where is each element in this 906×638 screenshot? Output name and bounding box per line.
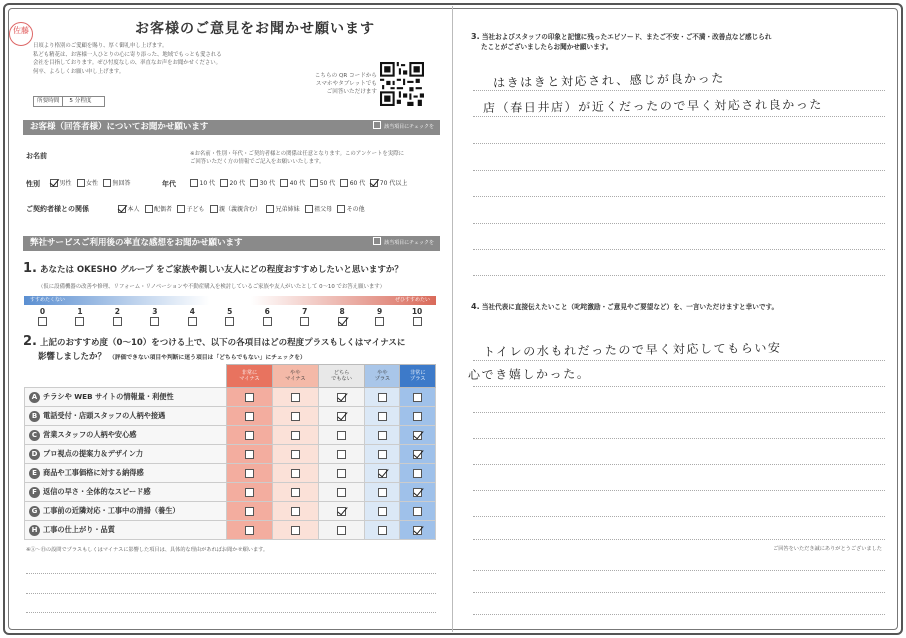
- option-label: 30 代: [259, 180, 276, 187]
- rating-cell[interactable]: [272, 521, 318, 540]
- rating-cell[interactable]: [227, 483, 273, 502]
- checkbox[interactable]: [413, 317, 422, 326]
- gender-label: 性別: [26, 180, 40, 188]
- checkbox[interactable]: [337, 526, 346, 535]
- scale-option-label: 7: [302, 307, 308, 316]
- rating-cell[interactable]: [227, 502, 273, 521]
- rating-item: [25, 407, 227, 426]
- scale-option-label: 10: [411, 307, 423, 316]
- rating-cell[interactable]: [400, 483, 436, 502]
- checkbox[interactable]: [145, 205, 153, 213]
- option-label: 女性: [86, 180, 99, 187]
- relation-option-spouse[interactable]: [145, 204, 173, 213]
- option-label: 10 代: [199, 180, 216, 187]
- scale-option-8[interactable]: [324, 307, 361, 326]
- option-label: 50 代: [319, 180, 336, 187]
- answer-line[interactable]: [473, 539, 885, 540]
- recommend-scale-bar: [24, 296, 436, 305]
- checkbox[interactable]: [103, 179, 111, 187]
- time-required-label: 所要時間: [34, 97, 63, 106]
- col-label: やや: [290, 369, 301, 376]
- scale-option-4[interactable]: [174, 307, 211, 326]
- checkbox[interactable]: [337, 469, 346, 478]
- rating-cell[interactable]: [365, 502, 400, 521]
- relation-label: ご契約者様との関係: [26, 205, 89, 213]
- checkbox[interactable]: [337, 205, 345, 213]
- q2-number: 2.: [23, 334, 37, 349]
- rating-table-header: [25, 365, 436, 388]
- rating-cell[interactable]: [365, 464, 400, 483]
- name-note: [190, 150, 435, 166]
- rating-cell[interactable]: [400, 407, 436, 426]
- answer-line[interactable]: [473, 516, 885, 517]
- answer-line[interactable]: [473, 438, 885, 439]
- section-title: お客様（回答者様）についてお聞かせ願います: [30, 122, 209, 132]
- scale-option-label: 2: [114, 307, 121, 316]
- rating-item: [25, 483, 227, 502]
- q4-heading: [471, 302, 886, 312]
- rating-row-f: [25, 483, 436, 502]
- option-label: 40 代: [289, 180, 306, 187]
- name-seal-stamp: 佐藤: [9, 22, 33, 46]
- checkbox[interactable]: [413, 450, 422, 459]
- scale-option-5[interactable]: [211, 307, 248, 326]
- checkbox[interactable]: [413, 412, 422, 421]
- qr-code-icon[interactable]: [380, 62, 424, 106]
- item-letter-badge: G: [29, 506, 40, 517]
- checkbox[interactable]: [291, 450, 300, 459]
- col-very-positive: [400, 365, 436, 388]
- rating-cell[interactable]: [318, 483, 365, 502]
- item-label: 電話受付・店頭スタッフの人柄や接遇: [43, 410, 166, 420]
- rating-cell[interactable]: [272, 483, 318, 502]
- checkbox[interactable]: [50, 179, 58, 187]
- checkbox[interactable]: [378, 393, 387, 402]
- q2-text: 上記のおすすめ度（0〜10）をつける上で、以下の各項目はどの程度プラスもしくはマイナスに: [39, 338, 406, 348]
- checkbox[interactable]: [310, 179, 318, 187]
- intro-line: 会社を目指しております。ぜひ忖度なしの、率直なお声をお聞かせください。: [33, 60, 222, 67]
- age-option-30s[interactable]: [250, 178, 275, 187]
- rating-cell[interactable]: [227, 407, 273, 426]
- relation-option-parent[interactable]: [210, 204, 262, 213]
- checkbox[interactable]: [300, 317, 309, 326]
- qr-caption: [297, 72, 377, 96]
- q1-text: あなたは OKESHO グループ をご家族や親しい友人にどの程度おすすめしたいと思いますか？: [39, 265, 403, 275]
- age-option-40s[interactable]: [280, 178, 305, 187]
- time-required-box: [33, 96, 105, 107]
- checkbox[interactable]: [220, 179, 228, 187]
- rating-cell[interactable]: [365, 521, 400, 540]
- reason-line[interactable]: [26, 612, 436, 613]
- col-slightly-negative: [272, 365, 318, 388]
- rating-cell[interactable]: [227, 426, 273, 445]
- rating-cell[interactable]: [318, 407, 365, 426]
- q4-handwritten-answer-line: 心でき嬉しかった。: [467, 366, 591, 382]
- scale-option-label: 3: [152, 307, 158, 316]
- item-letter-badge: C: [29, 430, 40, 441]
- intro-line: 何卒、よろしくお願い申し上げます。: [33, 68, 125, 75]
- relation-option-child[interactable]: [177, 204, 205, 213]
- option-label: 20 代: [229, 180, 246, 187]
- answer-line[interactable]: [473, 170, 885, 171]
- rating-cell[interactable]: [272, 445, 318, 464]
- rating-cell[interactable]: [318, 445, 365, 464]
- scale-option-label: 0: [39, 307, 46, 316]
- rating-item: [25, 445, 227, 464]
- col-label: 非常に: [409, 369, 426, 376]
- q3-number: 3.: [471, 32, 480, 41]
- answer-line[interactable]: [473, 490, 885, 491]
- scale-option-label: 4: [189, 307, 195, 316]
- checkbox[interactable]: [337, 431, 346, 440]
- q3-line1: [471, 32, 886, 42]
- rating-cell[interactable]: [272, 464, 318, 483]
- checkbox[interactable]: [378, 488, 387, 497]
- rating-cell[interactable]: [365, 483, 400, 502]
- rating-row-a: [25, 388, 436, 407]
- age-option-10s[interactable]: [190, 178, 215, 187]
- time-required-value: 5 分程度: [69, 98, 92, 104]
- rating-cell[interactable]: [365, 426, 400, 445]
- q2-note: （評価できない項目や判断に迷う項目は「どちらでもない」にチェックを）: [108, 355, 306, 361]
- q2-text-line2: 影響しましたか？: [38, 352, 107, 362]
- q4-handwritten-answer-line: トイレの水もれだったので早く対応してもらい安: [482, 340, 782, 359]
- q2-foot-note: ※Ⓐ〜Ⓗの設問でプラスもしくはマイナスに影響した項目は、具体的な理由があればお聞かせ願います。: [26, 547, 269, 553]
- scale-option-6[interactable]: [249, 307, 286, 326]
- option-label: 70 代以上: [379, 180, 408, 187]
- rating-cell[interactable]: [365, 407, 400, 426]
- rating-cell[interactable]: [400, 464, 436, 483]
- rating-item: [25, 464, 227, 483]
- rating-row-g: [25, 502, 436, 521]
- checkbox[interactable]: [413, 507, 422, 516]
- col-label: プラス: [374, 376, 391, 382]
- checkbox[interactable]: [370, 179, 378, 187]
- checkbox[interactable]: [188, 317, 197, 326]
- rating-table: [24, 364, 436, 540]
- scale-option-3[interactable]: [136, 307, 173, 326]
- name-note-line: ご回答いただく方の情報でご記入をお願いいたします。: [190, 159, 325, 165]
- checkbox[interactable]: [337, 393, 346, 402]
- answer-line[interactable]: [473, 90, 885, 91]
- rating-cell[interactable]: [318, 426, 365, 445]
- rating-item: [25, 426, 227, 445]
- checkbox[interactable]: [150, 317, 159, 326]
- checkbox[interactable]: [340, 179, 348, 187]
- checkbox[interactable]: [291, 393, 300, 402]
- age-option-50s[interactable]: [310, 178, 335, 187]
- age-option-70s-plus[interactable]: [370, 178, 407, 187]
- rating-cell[interactable]: [227, 445, 273, 464]
- answer-line[interactable]: [473, 592, 885, 593]
- item-label: 工事の仕上がり・品質: [43, 524, 115, 534]
- scale-option-10[interactable]: [399, 307, 436, 326]
- rating-row-b: [25, 407, 436, 426]
- option-label: 無回答: [112, 180, 131, 187]
- col-label: どちら: [333, 369, 350, 376]
- scale-option-label: 8: [339, 307, 345, 316]
- item-letter-badge: B: [29, 411, 40, 422]
- q3-handwritten-answer-line: はきはきと対応され、感じが良かった: [492, 71, 726, 90]
- rating-cell[interactable]: [227, 521, 273, 540]
- checkbox[interactable]: [245, 431, 254, 440]
- item-letter-badge: D: [29, 449, 40, 460]
- scale-option-0[interactable]: [24, 307, 61, 326]
- checkbox[interactable]: [210, 205, 218, 213]
- scale-option-1[interactable]: [61, 307, 98, 326]
- checkbox[interactable]: [413, 488, 422, 497]
- checkbox[interactable]: [113, 317, 122, 326]
- checkbox[interactable]: [280, 179, 288, 187]
- checkbox[interactable]: [291, 488, 300, 497]
- option-label: 60 代: [349, 180, 366, 187]
- checkbox[interactable]: [77, 179, 85, 187]
- qr-caption-line: ご回答いただけます: [326, 89, 377, 95]
- checkbox[interactable]: [378, 507, 387, 516]
- scale-option-label: 6: [264, 307, 270, 316]
- answer-line[interactable]: [473, 275, 885, 276]
- checkbox[interactable]: [378, 431, 387, 440]
- scale-option-label: 9: [376, 307, 383, 316]
- checkbox[interactable]: [413, 393, 422, 402]
- checkbox[interactable]: [250, 179, 258, 187]
- scale-right-label: ぜひすすめたい: [394, 297, 430, 303]
- rating-cell[interactable]: [400, 426, 436, 445]
- rating-cell[interactable]: [272, 426, 318, 445]
- scale-option-9[interactable]: [361, 307, 398, 326]
- relation-option-other[interactable]: [337, 204, 365, 213]
- q3-text: 当社およびスタッフの印象と記憶に残ったエピソード、またご不安・ご不満・改善点など感じられ: [481, 33, 772, 41]
- q1-subtext: （仮に設備機器の改善や修理、リフォーム・リノベーションや不動産購入を検討しているご家族や友人がいたとして 0〜10 でお答え願います）: [38, 284, 386, 290]
- checkbox[interactable]: [378, 526, 387, 535]
- survey-title: お客様のご意見をお聞かせ願います: [135, 21, 375, 37]
- checkbox[interactable]: [263, 317, 272, 326]
- answer-line[interactable]: [473, 223, 885, 224]
- rating-cell[interactable]: [400, 521, 436, 540]
- rating-row-d: [25, 445, 436, 464]
- page-fold-line: [452, 6, 453, 632]
- item-label: チラシや WEB サイトの情報量・利便性: [43, 391, 174, 401]
- checkbox[interactable]: [245, 488, 254, 497]
- option-label: 兄弟姉妹: [275, 206, 300, 213]
- rating-cell[interactable]: [227, 464, 273, 483]
- relation-option-self[interactable]: [118, 204, 140, 213]
- q4-text: 当社代表に直接伝えたいこと（叱咤激励・ご意見やご要望など）を、一言いただけますと幸いです。: [481, 303, 779, 311]
- rating-cell[interactable]: [272, 502, 318, 521]
- answer-line[interactable]: [473, 360, 885, 361]
- rating-row-h: [25, 521, 436, 540]
- answer-line[interactable]: [473, 196, 885, 197]
- checkbox[interactable]: [337, 412, 346, 421]
- section-check-note: 該当項目にチェックを: [373, 120, 434, 135]
- checkbox[interactable]: [291, 507, 300, 516]
- rating-row-e: [25, 464, 436, 483]
- checkbox[interactable]: [413, 526, 422, 535]
- rating-cell[interactable]: [272, 388, 318, 407]
- checkbox[interactable]: [291, 412, 300, 421]
- name-label: お名前: [26, 152, 47, 160]
- checkbox[interactable]: [375, 317, 384, 326]
- gender-options: [50, 178, 136, 187]
- rating-item: [25, 388, 227, 407]
- section-check-note: 該当項目にチェックを: [373, 236, 434, 251]
- rating-cell[interactable]: [227, 388, 273, 407]
- section-feedback-header: [23, 236, 440, 251]
- checkbox[interactable]: [378, 469, 387, 478]
- q3-line2: たことがございましたらお聞かせ願います。: [481, 43, 613, 51]
- col-label: 非常に: [241, 369, 258, 376]
- gender-option-female[interactable]: [77, 178, 99, 187]
- rating-cell[interactable]: [318, 464, 365, 483]
- col-label: プラス: [410, 376, 426, 382]
- age-option-60s[interactable]: [340, 178, 365, 187]
- checkbox[interactable]: [378, 450, 387, 459]
- intro-text: [33, 42, 288, 76]
- qr-caption-line: スマホやタブレットでも: [315, 81, 377, 87]
- scale-option-7[interactable]: [286, 307, 323, 326]
- gender-option-no-answer[interactable]: [103, 178, 131, 187]
- checkbox[interactable]: [190, 179, 198, 187]
- intro-line: 日頃より格別のご愛顧を賜り、厚く御礼申し上げます。: [33, 43, 168, 49]
- answer-line[interactable]: [473, 143, 885, 144]
- checkbox[interactable]: [225, 317, 234, 326]
- answer-line[interactable]: [473, 386, 885, 387]
- q3-heading: [471, 32, 886, 52]
- qr-caption-line: こちらの QR コードから: [314, 73, 377, 79]
- col-neutral: [318, 365, 365, 388]
- answer-line[interactable]: [473, 570, 885, 571]
- col-slightly-positive: [365, 365, 400, 388]
- item-label: 工事前の近隣対応・工事中の清掃（養生）: [43, 505, 180, 515]
- checkbox[interactable]: [337, 507, 346, 516]
- rating-cell[interactable]: [365, 388, 400, 407]
- answer-line[interactable]: [473, 249, 885, 250]
- section-title: 弊社サービスご利用後の率直な感想をお聞かせ願います: [30, 238, 243, 248]
- checkbox[interactable]: [245, 526, 254, 535]
- recommend-scale: [24, 307, 436, 329]
- scale-option-label: 1: [77, 307, 83, 316]
- checkbox[interactable]: [245, 469, 254, 478]
- rating-cell[interactable]: [400, 445, 436, 464]
- answer-line[interactable]: [473, 464, 885, 465]
- checkbox[interactable]: [413, 431, 422, 440]
- thanks-message: ご回答をいただき誠にありがとうございました: [773, 546, 882, 552]
- rating-cell[interactable]: [365, 445, 400, 464]
- rating-item: [25, 521, 227, 540]
- q2-heading: [23, 334, 405, 349]
- age-label: 年代: [162, 180, 176, 188]
- rating-cell[interactable]: [400, 388, 436, 407]
- checkbox[interactable]: [305, 205, 313, 213]
- option-label: 男性: [59, 180, 72, 187]
- relation-options: [118, 204, 370, 213]
- col-very-negative: [227, 365, 273, 388]
- rating-cell[interactable]: [272, 407, 318, 426]
- checkbox[interactable]: [291, 526, 300, 535]
- item-letter-badge: F: [29, 487, 40, 498]
- checkbox[interactable]: [337, 450, 346, 459]
- checkbox[interactable]: [177, 205, 185, 213]
- option-label: 親（義親含む）: [219, 206, 262, 213]
- item-label: 営業スタッフの人柄や安心感: [43, 429, 137, 439]
- rating-cell[interactable]: [318, 388, 365, 407]
- age-option-20s[interactable]: [220, 178, 245, 187]
- item-letter-badge: E: [29, 468, 40, 479]
- col-label: でもない: [331, 376, 352, 382]
- rating-item: [25, 502, 227, 521]
- col-label: マイナス: [285, 376, 306, 382]
- scale-option-label: 5: [227, 307, 233, 316]
- answer-line[interactable]: [473, 614, 885, 615]
- checkbox[interactable]: [338, 317, 347, 326]
- intro-line: 私ども精花は、お客様一人ひとりの心に寄り添った、地域でもっとも愛される: [33, 51, 222, 58]
- age-options: [190, 178, 412, 187]
- item-letter-badge: A: [29, 392, 40, 403]
- col-label: やや: [377, 369, 388, 376]
- checkbox[interactable]: [118, 205, 126, 213]
- relation-option-grandparent[interactable]: [305, 204, 333, 213]
- checkbox[interactable]: [266, 205, 274, 213]
- checkbox[interactable]: [75, 317, 84, 326]
- relation-option-sibling[interactable]: [266, 204, 300, 213]
- q1-number: 1.: [23, 261, 37, 276]
- checkbox[interactable]: [245, 412, 254, 421]
- section-respondent-header: [23, 120, 440, 135]
- name-note-line: ※お名前・性別・年代・ご契約者様との関係は任意となります。このアンケートを実際に: [190, 151, 404, 157]
- checkbox[interactable]: [245, 393, 254, 402]
- option-label: 祖父母: [314, 206, 333, 213]
- item-label: 返信の早さ・全体的なスピード感: [43, 486, 151, 496]
- q2-heading-line2: [38, 350, 306, 362]
- option-label: 本人: [127, 206, 140, 213]
- rating-row-c: [25, 426, 436, 445]
- checkbox[interactable]: [378, 412, 387, 421]
- checkbox[interactable]: [245, 507, 254, 516]
- option-label: 配偶者: [154, 206, 173, 213]
- option-label: 子ども: [186, 206, 205, 213]
- answer-line[interactable]: [473, 412, 885, 413]
- rating-cell[interactable]: [400, 502, 436, 521]
- rating-cell[interactable]: [318, 502, 365, 521]
- gender-option-male[interactable]: [50, 178, 72, 187]
- scale-option-2[interactable]: [99, 307, 136, 326]
- checkbox[interactable]: [337, 488, 346, 497]
- reason-line[interactable]: [26, 573, 436, 574]
- checkbox[interactable]: [291, 469, 300, 478]
- q3-handwritten-answer-line: 店（春日井店）が近くだったので早く対応され良かった: [482, 97, 824, 115]
- checkbox[interactable]: [245, 450, 254, 459]
- answer-line[interactable]: [473, 116, 885, 117]
- checkbox[interactable]: [291, 431, 300, 440]
- checkbox[interactable]: [38, 317, 47, 326]
- q1-heading: [23, 261, 403, 276]
- rating-table-corner: [25, 365, 227, 388]
- option-label: その他: [346, 206, 365, 213]
- item-label: プロ視点の提案力＆デザイン力: [43, 448, 144, 458]
- rating-cell[interactable]: [318, 521, 365, 540]
- scale-left-label: すすめたくない: [30, 297, 66, 303]
- reason-line[interactable]: [26, 593, 436, 594]
- item-letter-badge: H: [29, 525, 40, 536]
- q4-number: 4.: [471, 302, 480, 311]
- col-label: マイナス: [239, 376, 260, 382]
- checkbox[interactable]: [413, 469, 422, 478]
- item-label: 商品や工事価格に対する納得感: [43, 467, 144, 477]
